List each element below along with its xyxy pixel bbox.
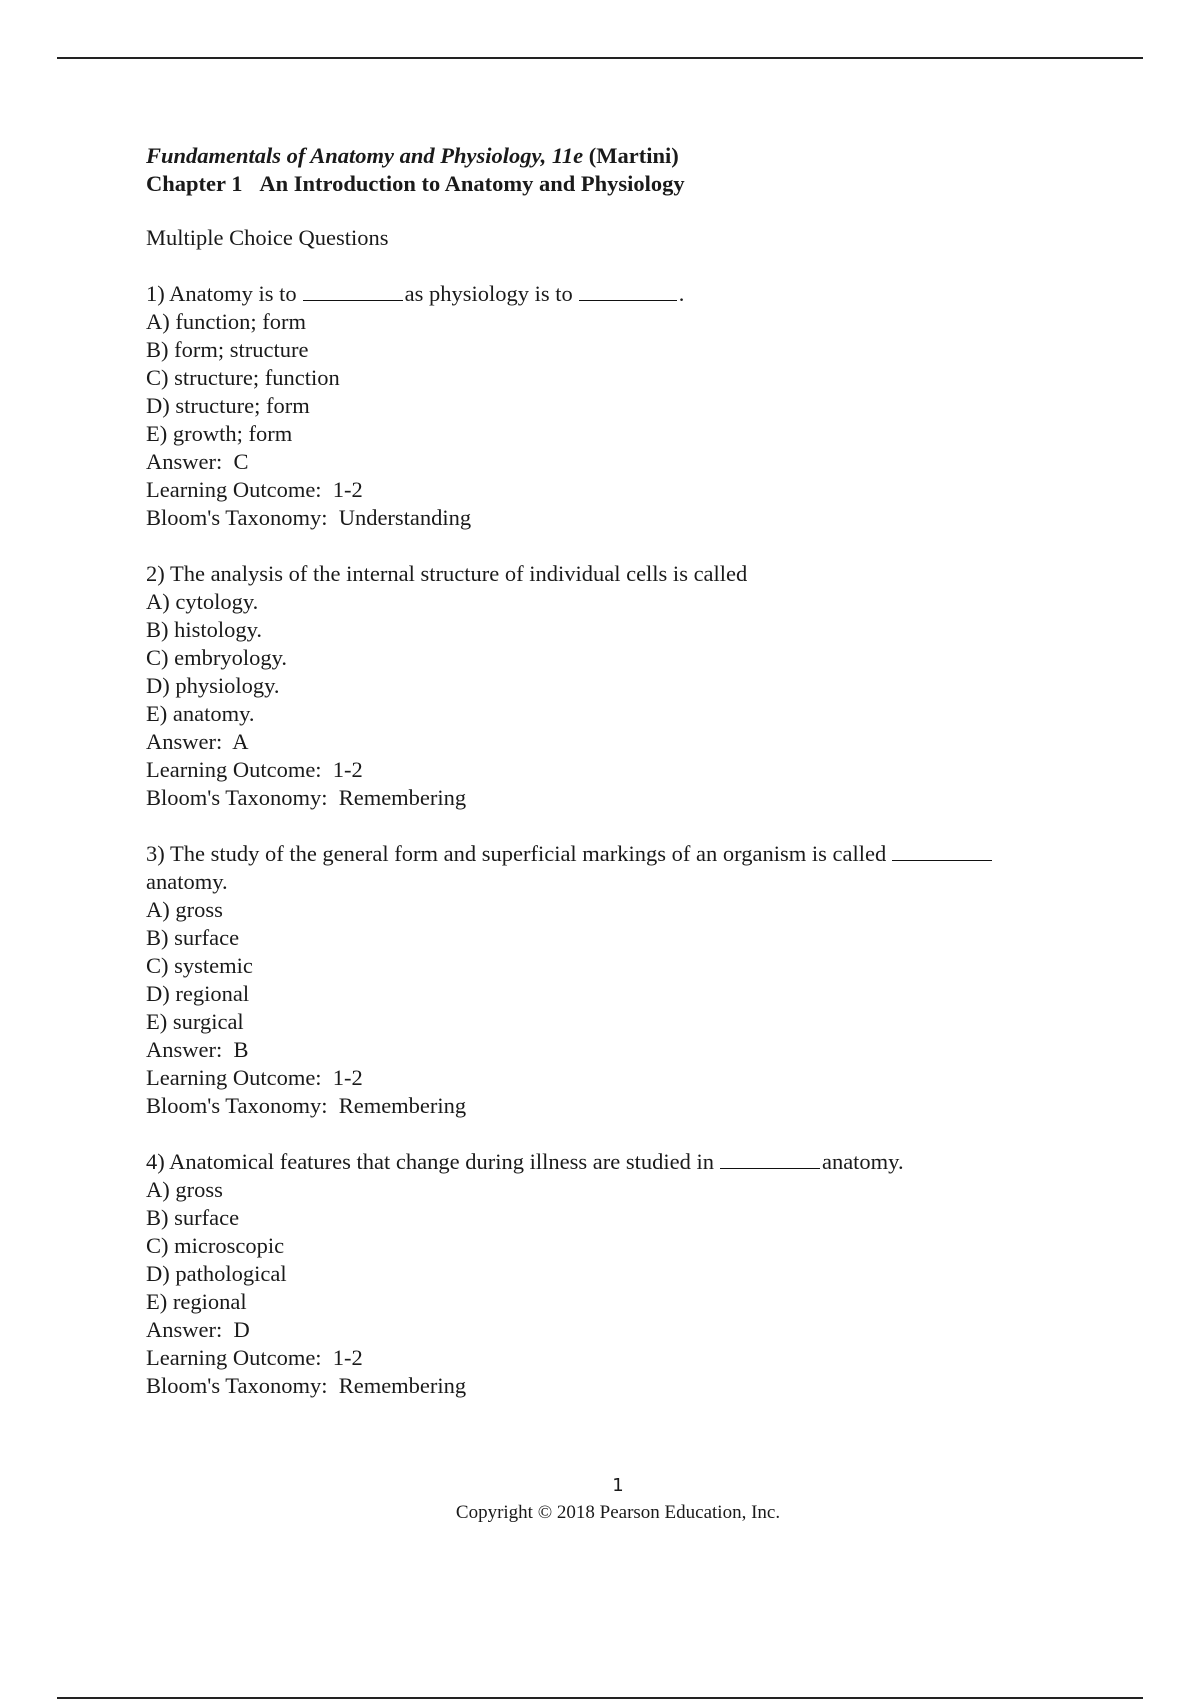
option-b: B) histology. [146,617,263,642]
option-e: E) anatomy. [146,701,255,726]
learning-outcome: Learning Outcome: 1-2 [146,1065,363,1090]
option-b: B) surface [146,925,240,950]
question-stem [146,280,1086,308]
option-a: A) gross [146,1177,223,1202]
option-d: D) structure; form [146,393,310,418]
option-c: C) embryology. [146,645,288,670]
stem-text: anatomy. [821,1149,904,1174]
option-c: C) structure; function [146,365,340,390]
blooms-taxonomy: Bloom's Taxonomy: Understanding [146,505,472,530]
answer: Answer: C [146,449,249,474]
option-d: D) pathological [146,1261,287,1286]
question-1 [146,280,1086,532]
book-author: (Martini) [588,143,679,168]
stem-text: as physiology is to [404,281,573,306]
book-title-line [146,142,1086,170]
book-title: Fundamentals of Anatomy and Physiology, 11e [146,143,584,168]
chapter-title-line [146,170,1086,198]
question-2 [146,560,1086,812]
page-number: 1 [612,1475,624,1496]
question-stem [146,1148,1086,1176]
learning-outcome: Learning Outcome: 1-2 [146,1345,363,1370]
document-body [146,142,1086,1400]
stem-text: 3) The study of the general form and superficial markings of an organism is called [146,841,887,866]
chapter-title: An Introduction to Anatomy and Physiology [259,171,685,196]
option-b: B) form; structure [146,337,309,362]
answer: Answer: B [146,1037,249,1062]
bottom-rule [57,1697,1143,1699]
section-heading: Multiple Choice Questions [146,225,389,250]
blooms-taxonomy: Bloom's Taxonomy: Remembering [146,785,467,810]
answer-blank [303,280,403,301]
option-c: C) microscopic [146,1233,285,1258]
learning-outcome: Learning Outcome: 1-2 [146,477,363,502]
option-d: D) physiology. [146,673,280,698]
option-e: E) surgical [146,1009,244,1034]
answer-blank [579,280,677,301]
blooms-taxonomy: Bloom's Taxonomy: Remembering [146,1373,467,1398]
answer-blank [892,840,992,861]
question-stem: 2) The analysis of the internal structure of individual cells is called [146,561,748,586]
option-e: E) growth; form [146,421,293,446]
option-a: A) cytology. [146,589,259,614]
learning-outcome: Learning Outcome: 1-2 [146,757,363,782]
stem-text: 4) Anatomical features that change during illness are studied in [146,1149,714,1174]
question-4 [146,1148,1086,1400]
question-3 [146,840,1086,1120]
blooms-taxonomy: Bloom's Taxonomy: Remembering [146,1093,467,1118]
question-stem-continued: anatomy. [146,869,228,894]
option-b: B) surface [146,1205,240,1230]
top-rule [57,57,1143,59]
stem-text: . [678,281,685,306]
option-e: E) regional [146,1289,247,1314]
chapter-number: Chapter 1 [146,171,243,196]
stem-text: 1) Anatomy is to [146,281,297,306]
option-a: A) function; form [146,309,306,334]
copyright-notice: Copyright © 2018 Pearson Education, Inc. [455,1502,781,1523]
answer-blank [720,1148,820,1169]
answer: Answer: A [146,729,249,754]
answer: Answer: D [146,1317,250,1342]
question-stem [146,840,1086,868]
option-a: A) gross [146,897,223,922]
option-d: D) regional [146,981,250,1006]
option-c: C) systemic [146,953,253,978]
